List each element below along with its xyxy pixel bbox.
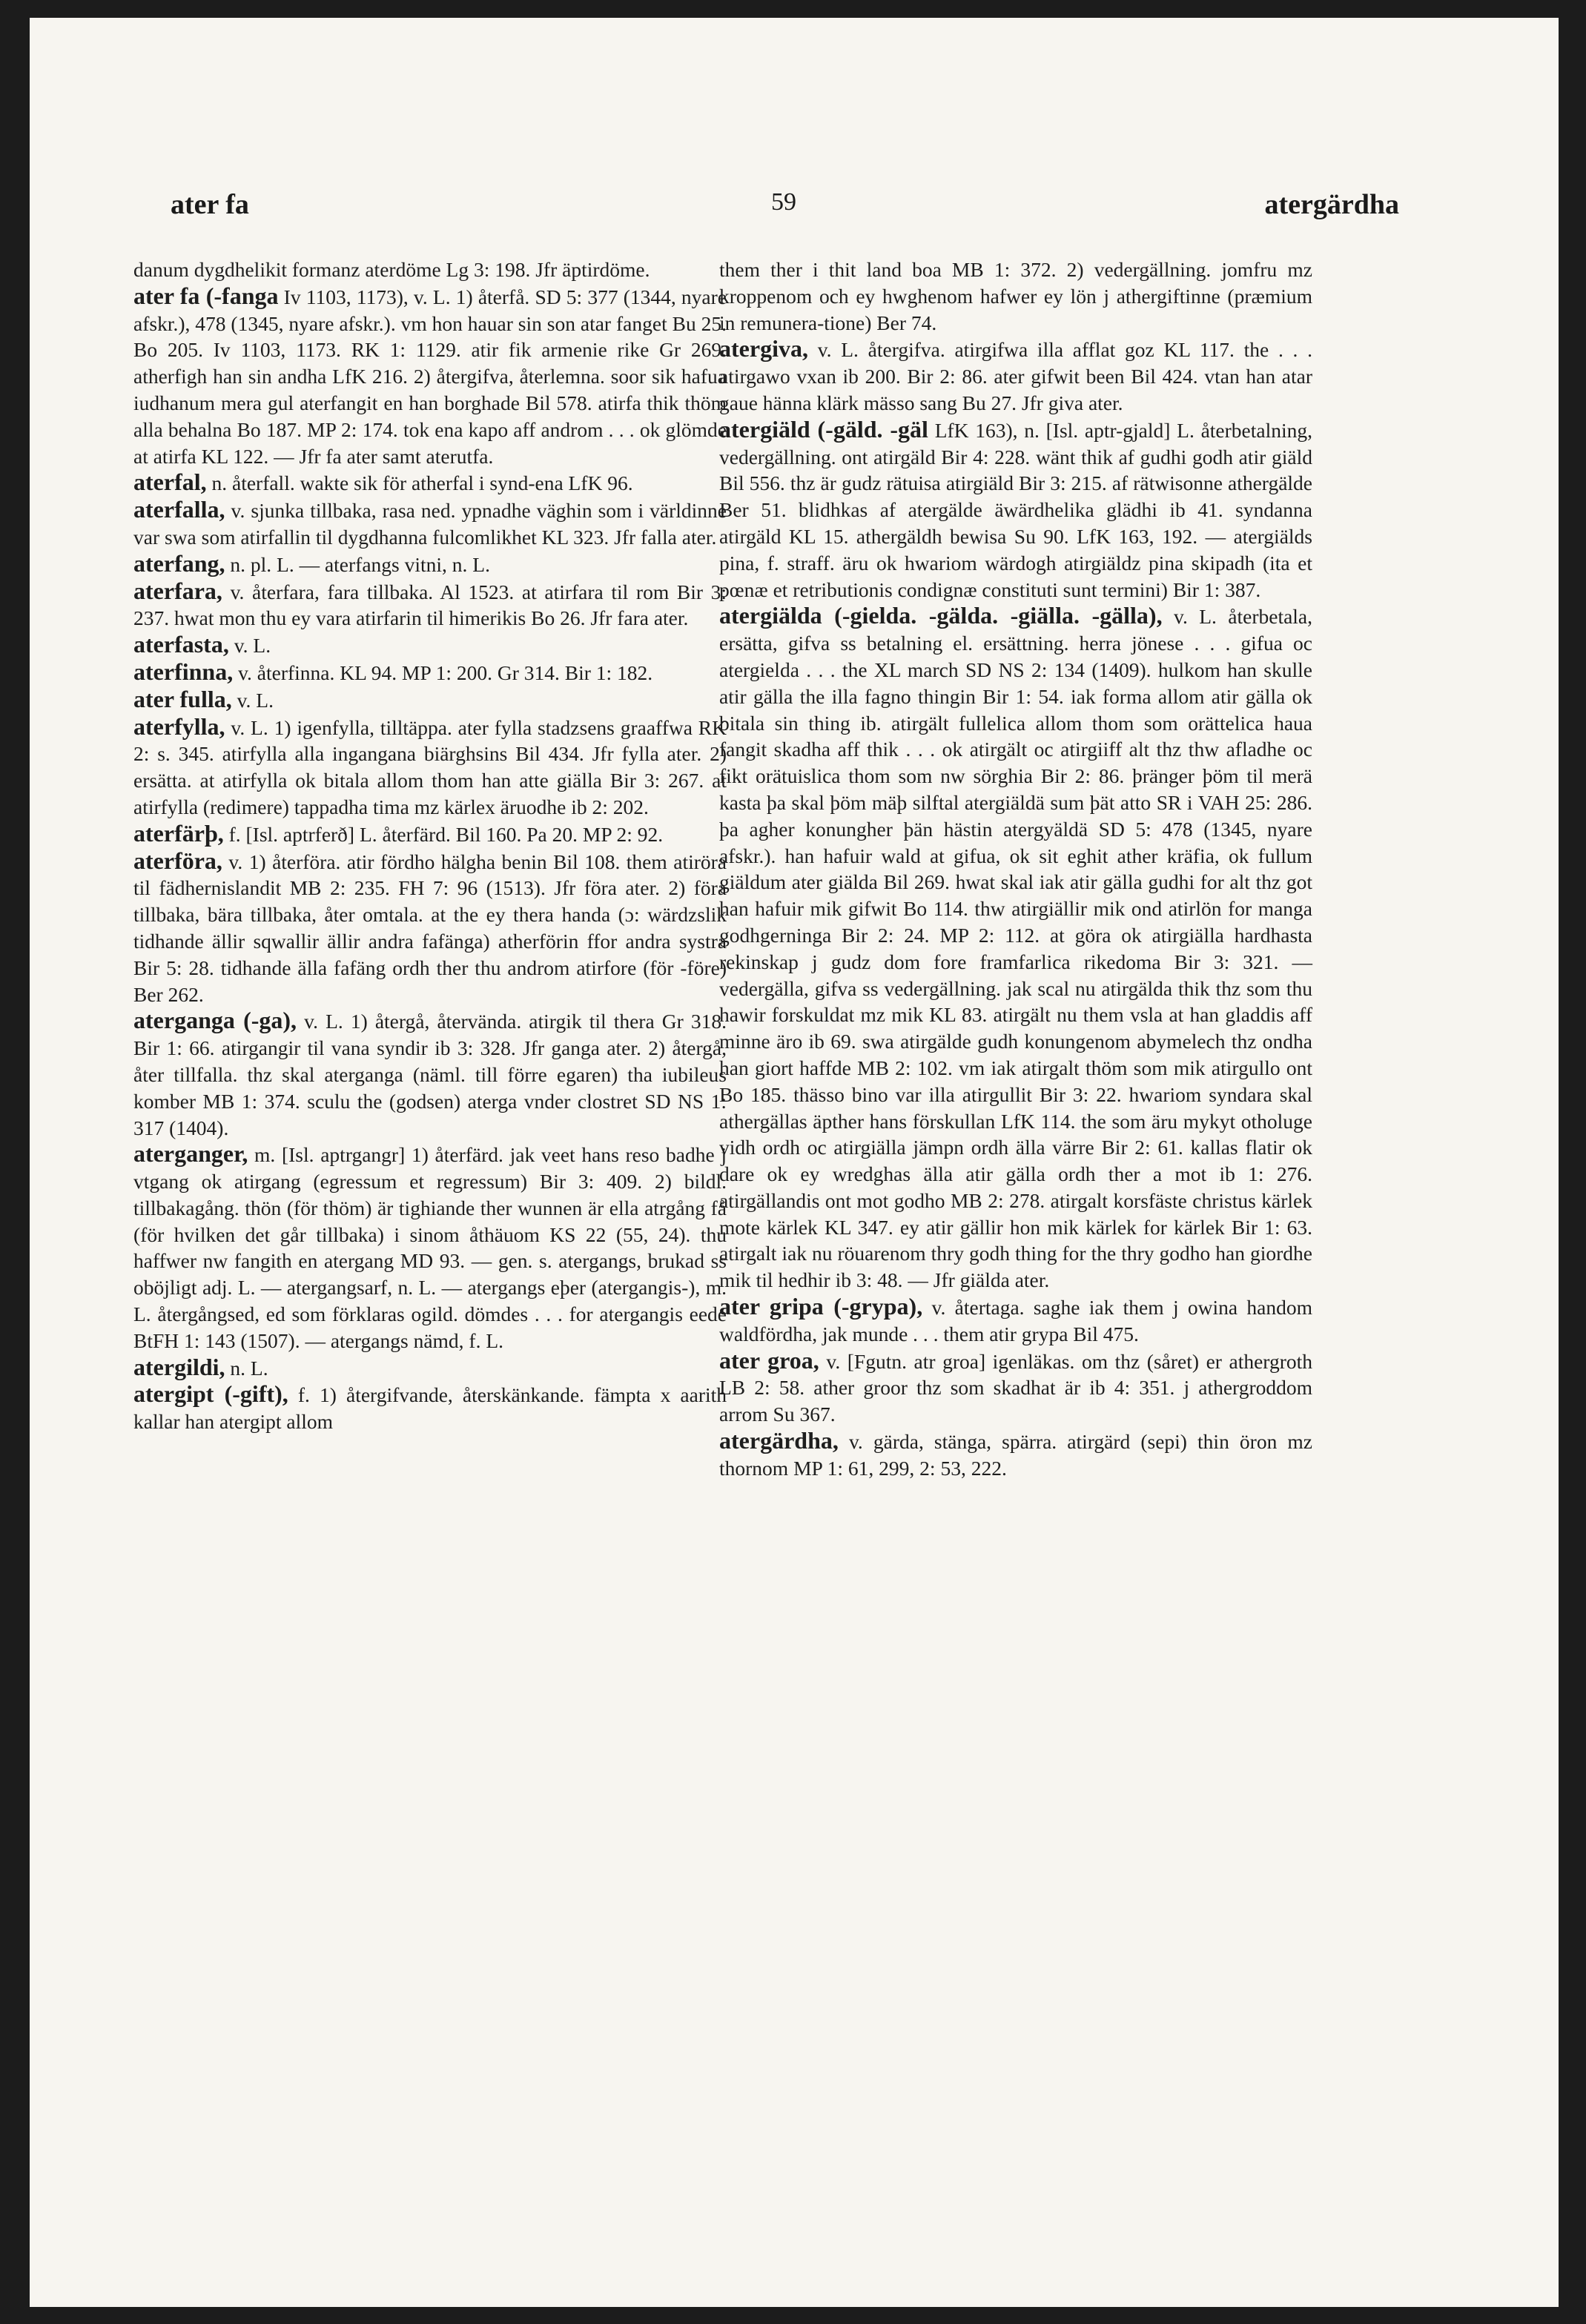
- running-head-left: ater fa: [171, 189, 249, 220]
- running-head-right: atergärdha: [1264, 189, 1399, 220]
- entry-headword: aterganga (-ga),: [133, 1007, 297, 1034]
- dictionary-entry: [133, 1141, 727, 1354]
- dictionary-entry: [133, 686, 727, 714]
- entry-headword: aterganger,: [133, 1140, 248, 1168]
- dictionary-entry: [133, 469, 727, 497]
- entry-headword: aterfinna,: [133, 658, 234, 685]
- entry-text: danum dygdhelikit formanz aterdöme Lg 3: 198. Jfr äptirdöme.: [133, 258, 650, 281]
- entry-headword: atergildi,: [133, 1353, 225, 1380]
- entry-headword: aterfasta,: [133, 631, 229, 658]
- dictionary-entry: [133, 497, 727, 551]
- entry-text: LfK 163), n. [Isl. aptr-gjald] L. återbetalning, vedergällning. ont atirgäld Bir 4: 228. wänt thik af gudhi godh atir giäld Bil 556. thz är gudz rätuisa atirgiäld Bir 3: 215. af rätwisonne athergälde Ber 51. blidhkas af atergälde äwärdhelika glädhi ib 41. syndanna atirgäld KL 15. athergäldh bewisa Su 90. LfK 163, 192. — atergiälds pina, f. straff. äru ok hwariom wärdogh atirgiäldz pina skipadh (ita et pœnæ et retributionis condignæ constituti sunt termini) Bir 1: 387.: [719, 418, 1313, 601]
- entry-headword: atergiälda (-gielda. -gälda. -giälla. -gälla),: [719, 602, 1163, 629]
- entry-text: n. återfall. wakte sik för atherfal i synd-ena LfK 96.: [211, 471, 633, 495]
- entry-text: v. L. 1) igenfylla, tilltäppa. ater fylla stadzsens graaffwa RK 2: s. 345. atirfylla alla ingangana biärghsins Bil 434. Jfr fylla ater. 2) ersätta. at atirfylla ok bitala allom thom han atte giälla Bir 3: 267. at atirfylla (redimere) tappadha tima mz kärlex äruodhe ib 2: 202.: [133, 715, 727, 818]
- entry-headword: atergärdha,: [719, 1427, 839, 1454]
- entry-headword: aterfang,: [133, 549, 225, 577]
- entry-text: v. 1) återföra. atir fördho hälgha benin Bil 108. them atiröra til fädhernislandit MB 2: 235. FH 7: 96 (1513). Jfr föra ater. 2) föra tillbaka, bära tillbaka, åter omtala. at the ey thera handa (ɔ: wärdzslik tidhande ällir sqwallir ällir andra fafänga) atherförin ffor andra systra Bir 5: 28. tidhande älla fafäng ordh ther thu androm atirfore (för -före) Ber 262.: [133, 850, 727, 1006]
- dictionary-entry: [719, 256, 1312, 336]
- entry-headword: aterfärþ,: [133, 819, 224, 847]
- entry-text: v. L. återbetala, ersätta, gifva ss betalning el. ersättning. herra jönese . . . gifua oc atergielda . . . the XL march SD NS 2: 134 (1409). hulkom han skulle atir gälla the illa fagno thingin Bir 1: 54. iak forma allom atir gälla ok bitala sin thing ib. atirgält fullelica allom thom som orättelica haua fangit skadha aff thik . . . ok atirgält oc atirgiiff alt thz thw afladhe oc fikt orätuislica thom som nw sörghia Bir 2: 86. þränger þöm til merä kasta þa skal þöm mäþ silftal atergiäldä sum þät atto SR i VAH 25: 286. þa agher konungher þän hästin atergyäldä SD 5: 478 (1345, nyare afskr.). han hafuir wald at gifua, ok sit eghit ather kräfia, ok fullum giäldum ater giälda Bil 269. hwat skal iak atir gälla gudhi for alt thz got han hafuir mik gifwit Bo 114. thw atirgiällir mik ond atirlön for manga godhgerninga Bir 2: 24. MP 2: 112. at göra ok atirgiälla hardhasta rekinskap j gudz dom fore framfarlica rikedoma Bir 3: 321. — vedergälla, gifva ss vedergällning. jak scal nu atirgälda thik thz som thu hawir forskuldat mz mik KL 83. atirgält nu them vsla at han gladdis aff minne äro ib 69. swa atirgälde gudh konungenom abymelech thz ondha han giort haffde MB 2: 102. vm iak atirgalt thöm som mik atirgullo ont Bo 185. thässo bino var illa atirgullit Bir 3: 22. hwariom syndara skal athergällas äpther hans förskullan LfK 114. the som äru mykyt otholuge vidh ordh oc atirgiälla jämpn ordh älla värre Bir 2: 61. kallas flatir ok dare ok ey wredghas älla atir gälla ordh ther a mot ib 1: 276. atirgällandis ont mot godho MB 2: 278. atirgalt korsfäste christus kärlek mote kärlek KL 347. ey atir gällir hon mik kärlek for kärlek Bir 1: 63. atirgalt iak nu röuarenom thry godh thing for the thry godho han giordhe mik til hedhir ib 3: 48. — Jfr giälda ater.: [719, 605, 1313, 1292]
- dictionary-entry: [133, 578, 727, 632]
- dictionary-entry: [133, 1007, 727, 1141]
- dictionary-entry: [133, 551, 727, 578]
- entry-text: them ther i thit land boa MB 1: 372. 2) vedergällning. jomfru mz kroppenom och ey hwghenom hafwer ey lön j athergiftinne (præmium in remunera-tione) Ber 74.: [719, 258, 1312, 334]
- entry-text: v. L.: [237, 688, 274, 712]
- dictionary-entry: [133, 659, 727, 686]
- dictionary-entry: [133, 1381, 727, 1435]
- dictionary-entry: [133, 848, 727, 1008]
- dictionary-entry: [133, 632, 727, 659]
- entry-headword: aterfalla,: [133, 496, 225, 523]
- entry-text: n. pl. L. — aterfangs vitni, n. L.: [230, 552, 490, 576]
- entry-headword: ater fa (-fanga: [133, 282, 279, 309]
- entry-text: v. återfara, fara tillbaka. Al 1523. at atirfara til rom Bir 3: 237. hwat mon thu ey vara atirfarin til himerikis Bo 26. Jfr fara ater.: [133, 580, 727, 630]
- entry-text: f. [Isl. aptrferð] L. återfärd. Bil 160. Pa 20. MP 2: 92.: [228, 822, 664, 846]
- dictionary-entry: [133, 256, 727, 283]
- entry-headword: atergipt (-gift),: [133, 1380, 288, 1408]
- dictionary-entry: [719, 1428, 1312, 1482]
- entry-text: f. 1) återgifvande, återskänkande. fämpta x aarith kallar han atergipt allom: [133, 1383, 727, 1434]
- entry-text: v. gärda, stänga, spärra. atirgärd (sepi) thin öron mz thornom MP 1: 61, 299, 2: 53, 222.: [719, 1430, 1312, 1480]
- entry-text: v. [Fgutn. atr groa] igenläkas. om thz (såret) er athergroth LB 2: 58. ather groor thz som skadhat är ib 4: 351. j athergroddom arrom Su 367.: [719, 1349, 1313, 1426]
- entry-text: v. återfinna. KL 94. MP 1: 200. Gr 314. Bir 1: 182.: [238, 661, 653, 684]
- dictionary-entry: [133, 714, 727, 821]
- entry-headword: ater gripa (-grypa),: [719, 1293, 923, 1320]
- dictionary-page: [30, 18, 1559, 2307]
- dictionary-entry: [719, 603, 1312, 1294]
- entry-headword: aterfara,: [133, 577, 222, 604]
- entry-headword: ater groa,: [719, 1346, 819, 1374]
- entry-headword: aterfylla,: [133, 712, 225, 740]
- entry-headword: aterfal,: [133, 469, 207, 496]
- dictionary-entry: [133, 1354, 727, 1382]
- dictionary-entry: [133, 283, 727, 470]
- entry-text: n. L.: [230, 1356, 268, 1380]
- entry-text: Iv 1103, 1173), v. L. 1) återfå. SD 5: 377 (1344, nyare afskr.), 478 (1345, nyare afskr.). vm hon hauar sin son atar fanget Bu 25. Bo 205. Iv 1103, 1173. RK 1: 1129. atir fik armenie rike Gr 269. atherfigh han sin andha LfK 216. 2) återgifva, återlemna. soor sik hafua iudhanum mera gul aterfangit en han borghade Bil 578. atirfa thik thöm alla behalna Bo 187. MP 2: 174. tok ena kapo aff androm . . . ok glömde at atirfa KL 122. — Jfr fa ater samt aterutfa.: [133, 285, 727, 468]
- entry-text: v. L. 1) återgå, återvända. atirgik til thera Gr 318. Bir 1: 66. atirgangir til vana syndir ib 3: 328. Jfr ganga ater. 2) återgå, åter tillfalla. thz skal aterganga (näml. till förre egaren) tha iubileus komber MB 1: 374. sculu the (godsen) aterga vnder clostret SD NS 1: 317 (1404).: [133, 1010, 727, 1139]
- dictionary-entry: [719, 417, 1312, 603]
- left-column: [133, 256, 727, 1435]
- entry-text: m. [Isl. aptrgangr] 1) återfärd. jak veet hans reso badhe j vtgang ok atirgang (egressum et regressum) Bir 3: 409. 2) bildl. tillbakagång. thön (för thöm) är tighiande ther wunnen är ella atrgång få (för hvilken det går tillbaka) i sinom åthäuom KS 22 (55, 24). thu haffwer nw fangith en atergang MD 93. — gen. s. atergangs, brukad ss oböjligt adj. L. — atergangsarf, n. L. — atergangs eþer (atergangis-), m. L. återgångsed, ed som förklaras ogild. dömdes . . . for atergangis eede BtFH 1: 143 (1507). — atergangs nämd, f. L.: [133, 1143, 727, 1352]
- dictionary-entry: [719, 1294, 1312, 1348]
- entry-headword: atergiva,: [719, 335, 808, 362]
- page-number: 59: [771, 188, 796, 216]
- entry-text: v. återtaga. saghe iak them j owina handom waldfördha, jak munde . . . them atir grypa Bil 475.: [719, 1296, 1313, 1345]
- entry-headword: aterföra,: [133, 847, 222, 874]
- dictionary-entry: [719, 1348, 1312, 1428]
- dictionary-entry: [133, 821, 727, 848]
- entry-headword: ater fulla,: [133, 685, 232, 712]
- dictionary-entry: [719, 336, 1312, 416]
- entry-text: v. L.: [234, 634, 271, 658]
- right-column: [719, 256, 1312, 1482]
- entry-text: v. sjunka tillbaka, rasa ned. ypnadhe väghin som i världinne var swa som atirfallin til dygdhanna fulcomlikhet KL 323. Jfr falla ater.: [133, 499, 727, 549]
- entry-text: v. L. återgifva. atirgifwa illa afflat goz KL 117. the . . . atirgawo vxan ib 200. Bir 2: 86. ater gifwit been Bil 424. vtan han atar gaue hänna klärk mässo sang Bu 27. Jfr giva ater.: [719, 338, 1313, 414]
- entry-headword: atergiäld (-gäld. -gäl: [719, 415, 928, 443]
